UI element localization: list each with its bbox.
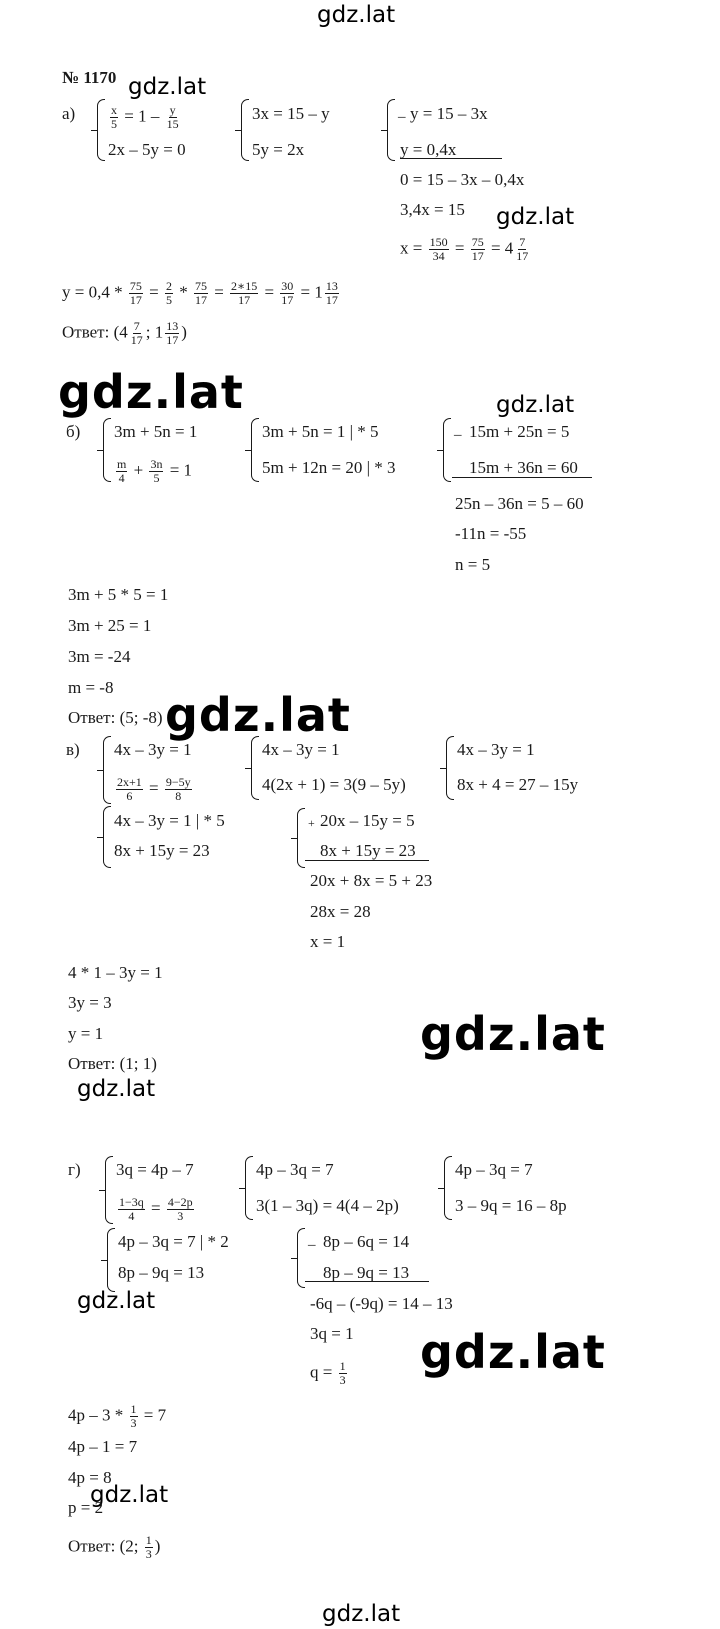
equation: y = 1 [68,1024,104,1043]
minus-sign: _ [454,422,462,438]
equation: 3m = -24 [68,647,131,666]
equation: 3y = 3 [68,993,112,1012]
equation: 5y = 2x [252,140,305,159]
equation: 3m + 5 * 5 = 1 [68,585,169,604]
system-brace [297,1228,305,1288]
answer: Ответ: (4 $\frac{7}{17}$ ; 1 $\frac{13}{17}$ ) [62,319,187,347]
equation: x = $\frac{150}{34}$ = $\frac{75}{17}$ = 4 $\frac{7}{17}$ [400,235,529,263]
equation: 8p – 9q = 13 [323,1263,410,1282]
system-brace [251,736,259,800]
equation: 8x + 15y = 23 [320,841,416,860]
part-a-label: а) [62,104,76,123]
watermark: gdz.lat [420,1007,606,1061]
system-brace [103,736,111,804]
equation: 8p – 9q = 13 [118,1263,205,1282]
equation: -11n = -55 [455,524,527,543]
equation: 3m + 25 = 1 [68,616,152,635]
equation: m = -8 [68,678,114,697]
equation: x = 1 [310,932,346,951]
equation: 20x – 15y = 5 [320,811,415,830]
watermark: gdz.lat [128,74,207,100]
equation: 4x – 3y = 1 [457,740,535,759]
equation: 4 * 1 – 3y = 1 [68,963,163,982]
equation: 4p – 3q = 7 [256,1160,334,1179]
equation: y = 15 – 3x [410,104,488,123]
problem-number: № 1170 [62,68,117,87]
watermark: gdz.lat [77,1288,156,1314]
equation: 3q = 4p – 7 [116,1160,194,1179]
watermark: gdz.lat [496,204,575,230]
equation: 3 – 9q = 16 – 8p [455,1196,567,1215]
equation: y = 0,4x [400,140,457,159]
equation: 28x = 28 [310,902,371,921]
equation: -6q – (-9q) = 14 – 13 [310,1294,453,1313]
equation: 4x – 3y = 1 [114,740,192,759]
equation: 8x + 15y = 23 [114,841,210,860]
underline [305,860,429,861]
equation: 25n – 36n = 5 – 60 [455,494,584,513]
part-b-label: б) [66,422,81,441]
system-brace [103,806,111,868]
answer: Ответ: (2; $\frac{1}{3}$ ) [68,1533,161,1561]
equation: 3m + 5n = 1 | * 5 [262,422,379,441]
equation: 20x + 8x = 5 + 23 [310,871,433,890]
equation: 4x – 3y = 1 | * 5 [114,811,225,830]
system-brace [446,736,454,800]
equation: 8p – 6q = 14 [323,1232,410,1251]
answer: Ответ: (1; 1) [68,1054,157,1073]
equation: 3,4x = 15 [400,200,465,219]
system-brace [297,808,305,868]
watermark: gdz.lat [420,1325,606,1379]
part-v-label: в) [66,740,80,759]
equation: q = $\frac{1}{3}$ [310,1359,346,1387]
watermark: gdz.lat [322,1601,401,1627]
equation: 8x + 4 = 27 – 15y [457,775,579,794]
plus-sign: + [308,816,315,830]
watermark: gdz.lat [77,1076,156,1102]
system-brace [251,418,259,482]
system-brace [103,418,111,482]
equation: y = 0,4 * $\frac{75}{17}$ = $\frac{2}{5}$ * $\frac{75}{17}$ = $\frac{2∗15}{17}$ = $\frac{30}{17}$ = 1 $\frac{13}{17}$ [62,279,338,307]
equation: 4p – 3 * $\frac{1}{3}$ = 7 [68,1402,167,1430]
system-brace [241,99,249,161]
equation: p = 2 [68,1498,104,1517]
equation: 15m + 36n = 60 [469,458,578,477]
watermark: gdz.lat [165,688,351,742]
equation: n = 5 [455,555,491,574]
watermark: gdz.lat [58,365,244,419]
equation: 4(2x + 1) = 3(9 – 5y) [262,775,406,794]
equation: 2x – 5y = 0 [108,140,186,159]
watermark: gdz.lat [496,392,575,418]
equation: $\frac{2x+1}{6}$ = $\frac{9-5y}{8}$ [117,775,191,803]
minus-sign: _ [308,1232,316,1248]
underline [400,158,502,159]
equation: 3x = 15 – y [252,104,330,123]
system-brace [387,99,395,161]
equation: 5m + 12n = 20 | * 3 [262,458,396,477]
system-brace [443,418,451,482]
equation: 4p – 1 = 7 [68,1437,138,1456]
equation: 3m + 5n = 1 [114,422,198,441]
watermark: gdz.lat [90,1482,169,1508]
equation: 4p – 3q = 7 | * 2 [118,1232,229,1251]
equation: 15m + 25n = 5 [469,422,570,441]
answer: Ответ: (5; -8) [68,708,163,727]
equation: $\frac{1-3q}{4}$ = $\frac{4-2p}{3}$ [119,1195,193,1223]
part-g-label: г) [68,1160,81,1179]
system-brace [105,1156,113,1224]
underline [452,477,592,478]
equation: 4x – 3y = 1 [262,740,340,759]
equation: 4p – 3q = 7 [455,1160,533,1179]
equation: 4p = 8 [68,1468,112,1487]
system-brace [97,99,105,161]
equation: $\frac{x}{5}$ = 1 – $\frac{y}{15}$ [111,103,179,131]
watermark: gdz.lat [317,2,396,28]
equation: 3q = 1 [310,1324,354,1343]
equation: 0 = 15 – 3x – 0,4x [400,170,525,189]
equation: $\frac{m}{4}$ + $\frac{3n}{5}$ = 1 [117,457,193,485]
system-brace [444,1156,452,1220]
minus-sign: _ [398,104,406,120]
equation: 3(1 – 3q) = 4(4 – 2p) [256,1196,399,1215]
system-brace [245,1156,253,1220]
system-brace [107,1228,115,1292]
underline [305,1281,429,1282]
